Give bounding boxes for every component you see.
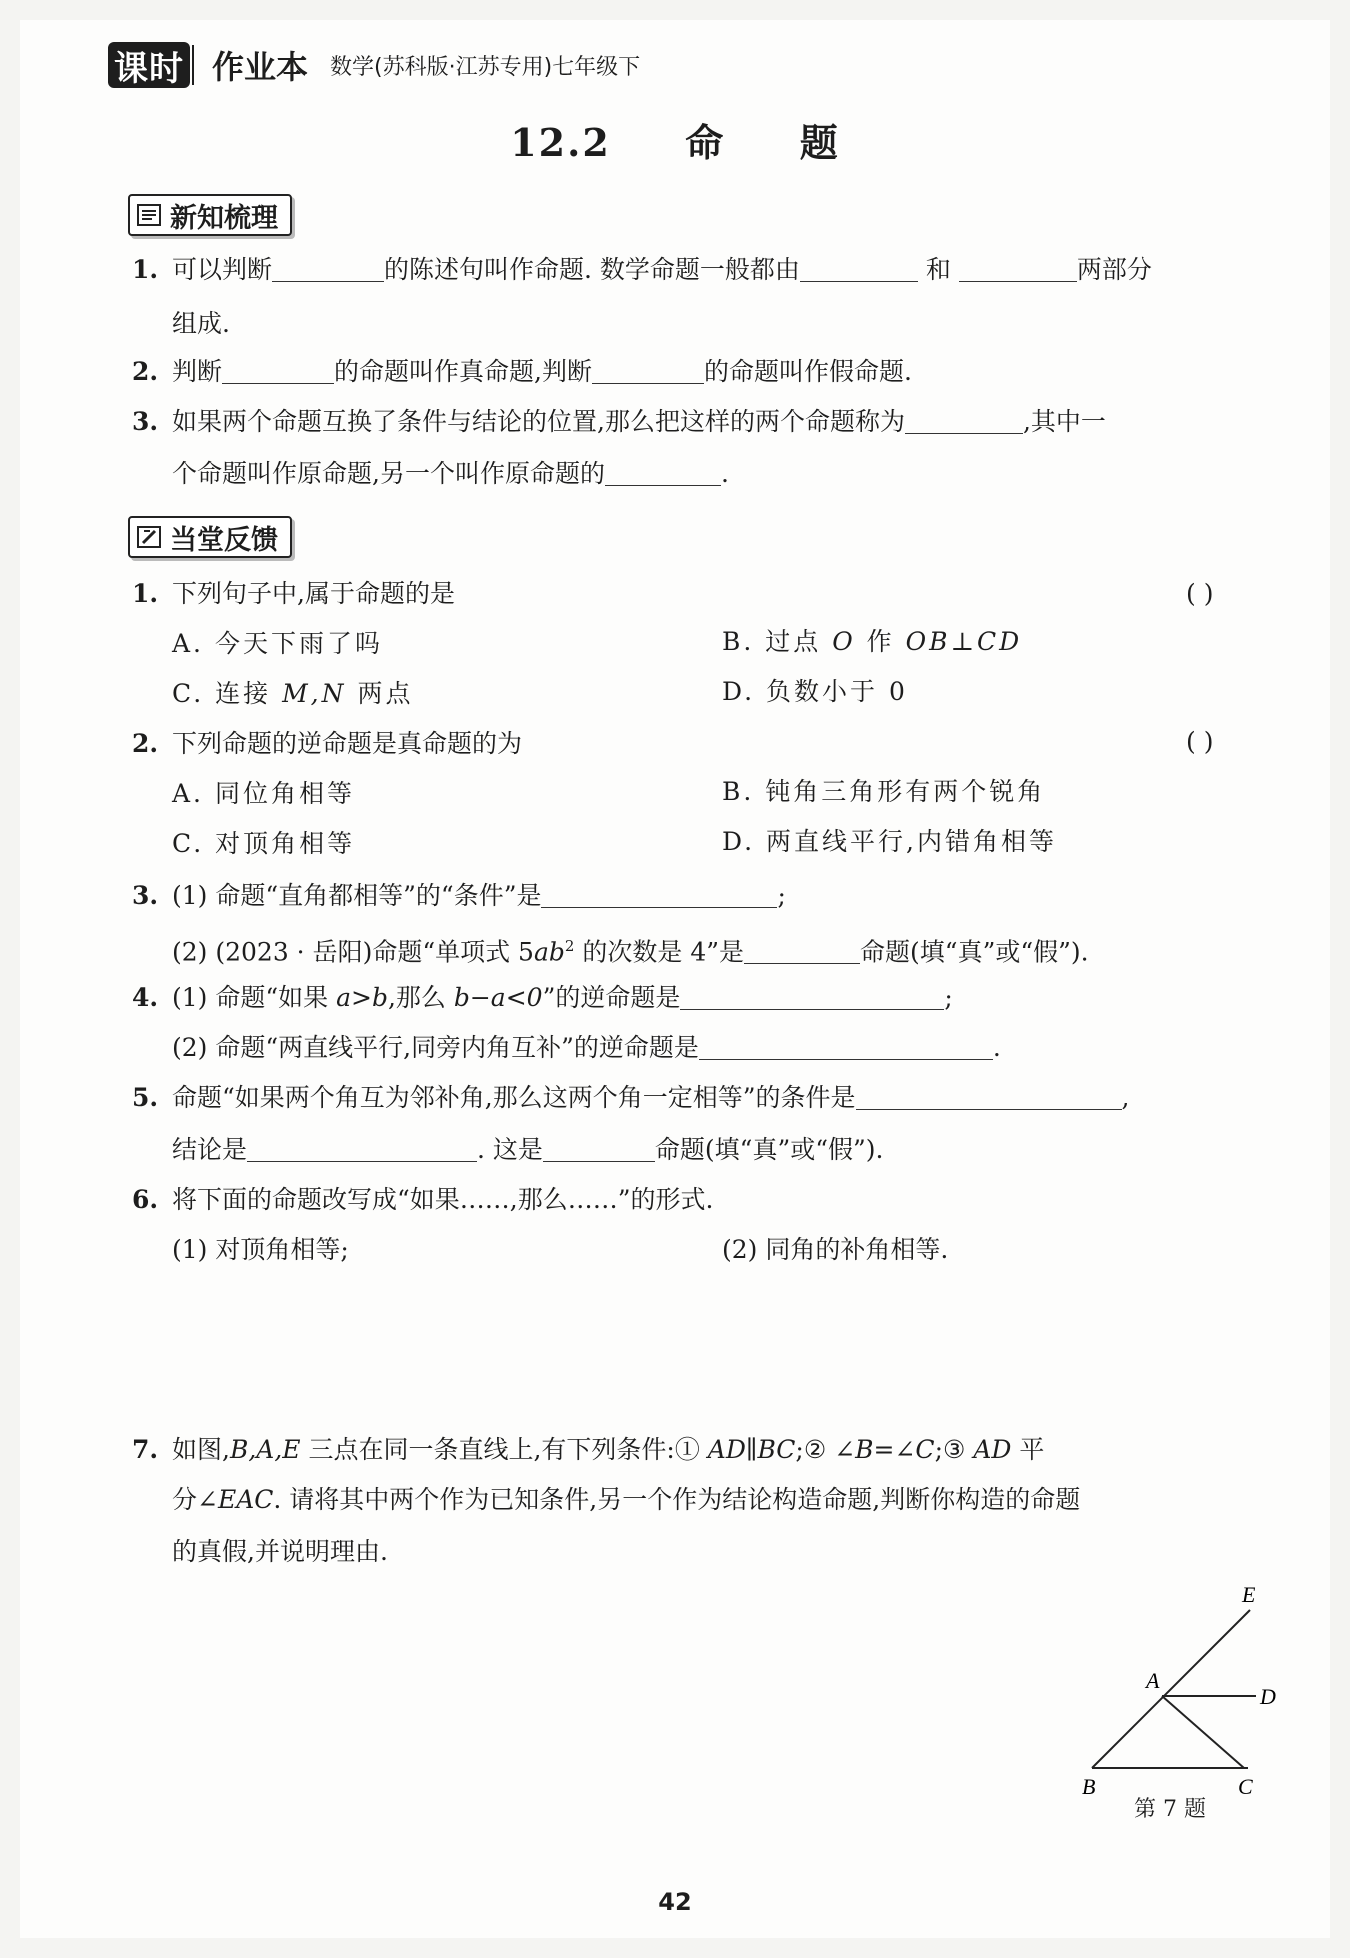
answer-blank[interactable] (680, 983, 944, 1010)
answer-blank[interactable] (605, 459, 721, 486)
knowledge-q1: 1. 可以判断 的陈述句叫作命题. 数学命题一般都由 和 两部分 (132, 255, 1152, 284)
option-a: A. 今天下雨了吗 (172, 629, 383, 658)
answer-blank[interactable] (247, 1135, 477, 1162)
option-b: B. 过点 O 作 OB⊥CD (722, 627, 1023, 656)
title-char-2: 题 (799, 120, 840, 165)
line-be (1092, 1610, 1250, 1768)
answer-blank[interactable] (699, 1033, 993, 1060)
answer-blank[interactable] (800, 255, 918, 282)
feedback-q6: 6. 将下面的命题改写成“如果……,那么……”的形式. (132, 1185, 714, 1214)
answer-blank[interactable] (541, 881, 777, 908)
section-new-knowledge (128, 194, 292, 236)
option-c: C. 连接 M,N 两点 (172, 679, 414, 708)
feedback-q3-1: 3. (1) 命题“直角都相等”的“条件”是 ; (132, 881, 786, 910)
figure-caption: 第 7 题 (1134, 1797, 1206, 1822)
feedback-q7-cont2: 的真假,并说明理由. (172, 1537, 388, 1566)
section-number: 12.2 (510, 120, 611, 165)
feedback-q6-2: (2) 同角的补角相等. (722, 1235, 949, 1264)
feedback-q3-2: (2) (2023 · 岳阳)命题“单项式 $5ab^2$ 的次数是 4”是 命题(填“真”或“假”). (172, 937, 1089, 967)
label-e: E (1242, 1582, 1256, 1607)
feedback-q4-1: 4. (1) 命题“如果 a>b,那么 b−a<0”的逆命题是 ; (132, 983, 953, 1012)
feedback-q7-cont: 分∠EAC. 请将其中两个作为已知条件,另一个作为结论构造命题,判断你构造的命题 (172, 1485, 1081, 1514)
option-b: B. 钝角三角形有两个锐角 (722, 777, 1046, 806)
answer-paren[interactable]: ( ) (1186, 727, 1214, 756)
feedback-q5-cont: 结论是 . 这是 命题(填“真”或“假”). (172, 1135, 884, 1164)
label-c: C (1238, 1774, 1253, 1799)
option-a: A. 同位角相等 (172, 779, 355, 808)
answer-blank[interactable] (744, 937, 860, 964)
book-header (108, 38, 640, 92)
section-feedback (128, 516, 292, 558)
label-b: B (1082, 1774, 1096, 1799)
page-title (0, 112, 1350, 167)
feedback-q7: 7. 如图,B,A,E 三点在同一条直线上,有下列条件:① AD∥BC;② ∠B=∠C;③ AD 平 (132, 1435, 1045, 1464)
option-c: C. 对顶角相等 (172, 829, 356, 858)
book-icon (136, 202, 162, 228)
section-label: 新知梳理 (170, 202, 278, 234)
pencil-note-icon (136, 524, 162, 550)
knowledge-q2: 2. 判断 的命题叫作真命题,判断 的命题叫作假命题. (132, 357, 912, 386)
answer-blank[interactable] (592, 357, 704, 384)
line-ac (1162, 1696, 1244, 1768)
answer-blank[interactable] (272, 255, 384, 282)
section-label: 当堂反馈 (170, 524, 278, 556)
feedback-q2: 2. 下列命题的逆命题是真命题的为 (132, 729, 523, 758)
answer-blank[interactable] (222, 357, 334, 384)
answer-blank[interactable] (959, 255, 1077, 282)
feedback-q5: 5. 命题“如果两个角互为邻补角,那么这两个角一定相等”的条件是 , (132, 1083, 1130, 1112)
label-a: A (1146, 1668, 1160, 1693)
feedback-q6-1: (1) 对顶角相等; (172, 1235, 349, 1264)
logo-divider (192, 45, 206, 85)
answer-paren[interactable]: ( ) (1186, 579, 1214, 608)
series-name: 作业本 (212, 48, 309, 86)
feedback-q1: 1. 下列句子中,属于命题的是 (132, 579, 455, 608)
feedback-q4-2: (2) 命题“两直线平行,同旁内角互补”的逆命题是 . (172, 1033, 1001, 1062)
label-d: D (1260, 1684, 1276, 1709)
knowledge-q1-cont: 组成. (172, 309, 230, 338)
option-d: D. 两直线平行,内错角相等 (722, 827, 1057, 856)
series-logo: 课时 (108, 42, 190, 88)
option-d: D. 负数小于 0 (722, 677, 908, 706)
geometry-figure (1070, 1572, 1290, 1812)
title-char-1: 命 (685, 120, 726, 165)
knowledge-q3: 3. 如果两个命题互换了条件与结论的位置,那么把这样的两个命题称为 ,其中一 (132, 407, 1106, 436)
subject-label: 数学(苏科版·江苏专用)七年级下 (330, 54, 641, 80)
page-number: 42 (658, 1888, 692, 1916)
answer-blank[interactable] (543, 1135, 655, 1162)
answer-blank[interactable] (905, 407, 1023, 434)
answer-blank[interactable] (856, 1083, 1122, 1110)
knowledge-q3-cont: 个命题叫作原命题,另一个叫作原命题的 . (172, 459, 729, 488)
